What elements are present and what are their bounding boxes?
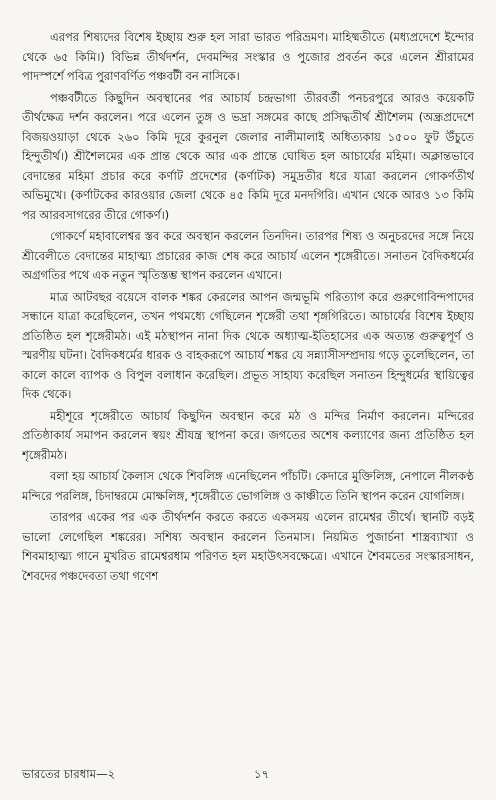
paragraph-6: বলা হয় আচার্য কৈলাস থেকে শিবলিঙ্গ এনেছিলেন পাঁচটি। কেদারে মুক্তিলিঙ্গ, নেপালে নীলকণ্ঠ মন্দিরে পরলিঙ্গ, চিদাম্বরমে মোক্ষলিঙ্গ, শৃঙ্গেরীতে ভোগলিঙ্গ ও কাঞ্চীতে তিনি স্থাপন করেন যোগলিঙ্গ।	[22, 469, 474, 503]
paragraph-7: তারপর একের পর এক তীর্থদর্শন করতে করতে একসময় এলেন রামেশ্বর তীর্থে। স্থানটি বড়ই ভালো লেগেছিল শঙ্করের। সশিষ্য অবস্থান করলেন তিনমাস। নিয়মিত পুজার্চনা শাস্ত্রব্যাখ্যা ও শিবমাহাত্ম্য গানে মুখরিত রামেশ্বরধাম পরিণত হল মহাউৎসবক্ষেত্রে। এখানে শৈবমতের সংস্কারসাধন, শৈবদের পঞ্চদেবতা তথা গণেশ	[22, 510, 474, 583]
paragraph-4: মাত্র আটবছর বয়েসে বালক শঙ্কর কেরলের আপন জন্মভূমি পরিত্যাগ করে গুরুগোবিন্দপাদের সন্ধানে যাত্রা করেছিলেন, তখন পথমধ্যে গেছিলেন শৃঙ্গেরী তথা শৃঙ্গগিরিতে। আচার্যের বিশেষ ইচ্ছায় প্রতিষ্ঠিত হল শৃঙ্গেরীমঠ। এই মঠস্থাপন নানা দিক থেকে অধ্যাত্ম-ইতিহাসের এক অত্যন্ত গুরুত্বপূর্ণ ও স্মরণীয় ঘটনা। বৈদিকধর্মের ধারক ও বাহকরূপে আচার্য শঙ্কর যে সন্ন্যাসীসম্প্রদায় গড়ে তুলেছিলেন, তা কালে কালে ব্যাপক ও বিপুল বলাধান করেছিল। প্রভূত সাহায্য করেছিল সনাতন হিন্দুধর্মের স্থায়িত্বের দিক থেকে।	[22, 289, 474, 401]
paragraph-1: এরপর শিষ্যদের বিশেষ ইচ্ছায় শুরু হল সারা ভারত পরিভ্রমণ। মাহিষ্মতীতে (মধ্যপ্রদেশে ইন্দোর থেকে ৬৫ কিমি।) বিভিন্ন তীর্থদর্শন, দেবমন্দির সংস্কার ও পুজোর প্রবর্তন করে এলেন শ্রীরামের পাদস্পর্শে পবিত্র পুরাণবর্ণিত পঞ্চবটী বন নাসিকে।	[22, 30, 474, 83]
running-title: ভারতের চারধাম—২	[22, 767, 116, 781]
page-number: ১৭	[254, 767, 270, 781]
page-footer	[22, 766, 474, 786]
paragraph-5: মহীশূরে শৃঙ্গেরীতে আচার্য কিছুদিন অবস্থান করে মঠ ও মন্দির নির্মাণ করলেন। মন্দিরের প্রতিষ্ঠাকার্য সমাপন করলেন স্বয়ং শ্রীযন্ত্র স্থাপনা করে। জগতের অশেষ কল্যাণের জন্য প্রতিষ্ঠিত হল শৃঙ্গেরীমঠ।	[22, 408, 474, 462]
paragraph-2: পঞ্চবটীতে কিছুদিন অবস্থানের পর আচার্য চন্দ্রভাগা তীরবর্তী পনচরপুরে আরও কয়েকটি তীর্থক্ষেত্র দর্শন করলেন। পরে এলেন তুঙ্গ ও ভদ্রা সঙ্গমের কাছে প্রসিদ্ধতীর্থ শ্রীশৈলম (অন্ধ্রপ্রদেশে বিজয়ওয়াড়া থেকে ২৬০ কিমি দূরে কুরনুল জেলার নালীমালাই অধিত্যকায় ১৫০০ ফুট উঁচুতে হিন্দুতীর্থ।) শ্রীশৈলমের এক প্রান্ত থেকে আর এক প্রান্তে ঘোষিত হল আচার্যের মহিমা। অক্লান্তভাবে বেদান্তের মহিমা প্রচার করে কর্ণাট প্রদেশের (কর্ণাটক) সমুদ্রতীর ধরে যাত্রা করলেন গোকর্ণতীর্থ অভিমুখে। (কর্ণাটকের কারওয়ার জেলা থেকে ৪৫ কিমি দূরে মনদগিরি। এখান থেকে আরও ১৩ কিমি পর আরবসাগরের তীরে গোকর্ণ।)	[22, 90, 474, 222]
paragraph-3: গোকর্ণে মহাবালেশ্বর স্তব করে অবস্থান করলেন তিনদিন। তারপর শিষ্য ও অনুচরদের সঙ্গে নিয়ে শ্রীবেলীতে বেদান্তের মাহাত্ম্য প্রচারের কাজ শেষ করে আচার্য এলেন শৃঙ্গেরীতে। সনাতন বৈদিকধর্মের অগ্রগতির পথে এক নতুন স্মৃতিস্তম্ভ স্থাপন করলেন এখানে।	[22, 229, 474, 282]
page-body	[22, 28, 474, 768]
